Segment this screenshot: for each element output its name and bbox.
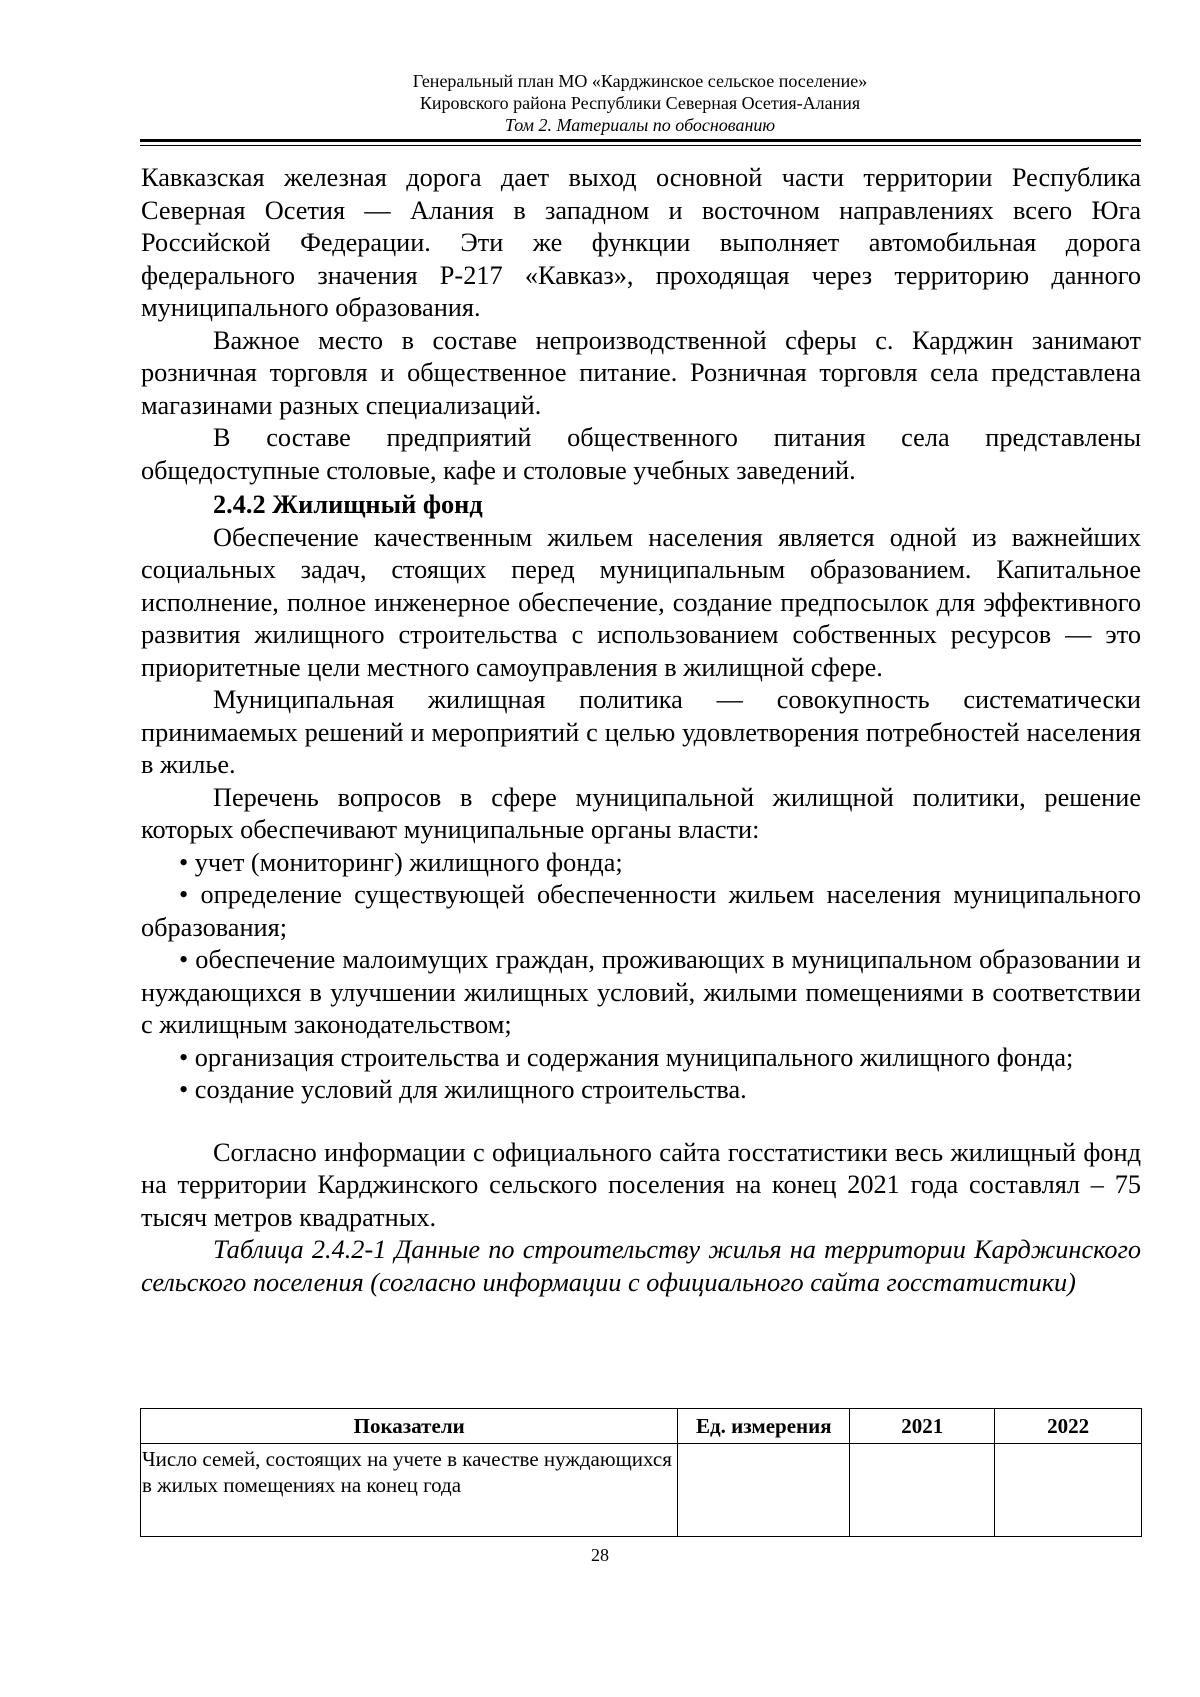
column-header: 2022 [995,1409,1142,1444]
bullet-item: • обеспечение малоимущих граждан, проживающих в муниципальном образовании и нуждающихся в улучшении жилищных условий, жилыми помещениями в соответствии с жилищным законодательством; [141,945,1141,1039]
section-heading: 2.4.2 Жилищный фонд [213,490,483,519]
header-line-3: Том 2. Материалы по обоснованию [504,115,776,135]
paragraph: Кавказская железная дорога дает выход основной части территории Республика Северная Осетия — Алания в западном и восточном направлениях всего Юга Российской Федерации. Эти же функции выполняет автомобильная дорога федерального значения Р-217 «Кавказ», проходящая через территорию данного муниципального образования. [141,163,1141,322]
paragraph: Важное место в составе непроизводственной сферы с. Карджин занимают розничная торговля и общественное питание. Розничная торговля села представлена магазинами разных специализаций. [141,325,1141,420]
header-rule-thin [140,145,1141,146]
table-caption: Таблица 2.4.2-1 Данные по строительству жилья на территории Карджинского сельского поселения (согласно информации с официального сайта госстатистики) [141,1235,1141,1297]
document-body [141,162,1141,1299]
paragraph: Муниципальная жилищная политика — совокупность систематически принимаемых решений и мероприятий с целью удовлетворения потребностей населения в жилье. [141,685,1141,779]
column-header: 2021 [850,1409,995,1444]
bullet-item: • организация строительства и содержания муниципального жилищного фонда; [179,1042,1074,1072]
table-header-row [141,1409,1142,1444]
table-cell [995,1444,1142,1537]
running-header [140,70,1140,136]
table-cell [678,1444,850,1537]
bullet-item: • учет (мониторинг) жилищного фонда; [179,847,623,877]
header-line-2: Кировского района Республики Северная Осетия-Алания [419,93,861,113]
column-header: Показатели [141,1409,678,1444]
bullet-item: • создание условий для жилищного строительства. [179,1075,747,1104]
paragraph: Согласно информации с официального сайта госстатистики весь жилищный фонд на территории Карджинского сельского поселения на конец 2021 года составлял – 75 тысяч метров квадратных. [141,1137,1141,1232]
bullet-item: • определение существующей обеспеченности жильем населения муниципального образования; [141,880,1141,942]
table-cell: Число семей, состоящих на учете в качестве нуждающихся в жилых помещениях на конец года [141,1444,678,1537]
paragraph: Перечень вопросов в сфере муниципальной жилищной политики, решение которых обеспечивают муниципальные органы власти: [141,782,1141,844]
spacer [141,1107,1141,1137]
paragraph: В составе предприятий общественного питания села представлены общедоступные столовые, кафе и столовые учебных заведений. [141,423,1141,485]
page-number: 28 [591,1545,609,1565]
table-cell [850,1444,995,1537]
header-line-1: Генеральный план МО «Карджинское сельское поселение» [412,71,868,91]
paragraph: Обеспечение качественным жильем населения является одной из важнейших социальных задач, стоящих перед муниципальным образованием. Капитальное исполнение, полное инженерное обеспечение, создание предпосылок для эффективного развития жилищного строительства с использованием собственных ресурсов — это приоритетные цели местного самоуправления в жилищной сфере. [141,522,1141,682]
column-header: Ед. измерения [678,1409,850,1444]
housing-table [140,1408,1142,1537]
header-rule-thick [140,139,1141,142]
table-row [141,1444,1142,1537]
